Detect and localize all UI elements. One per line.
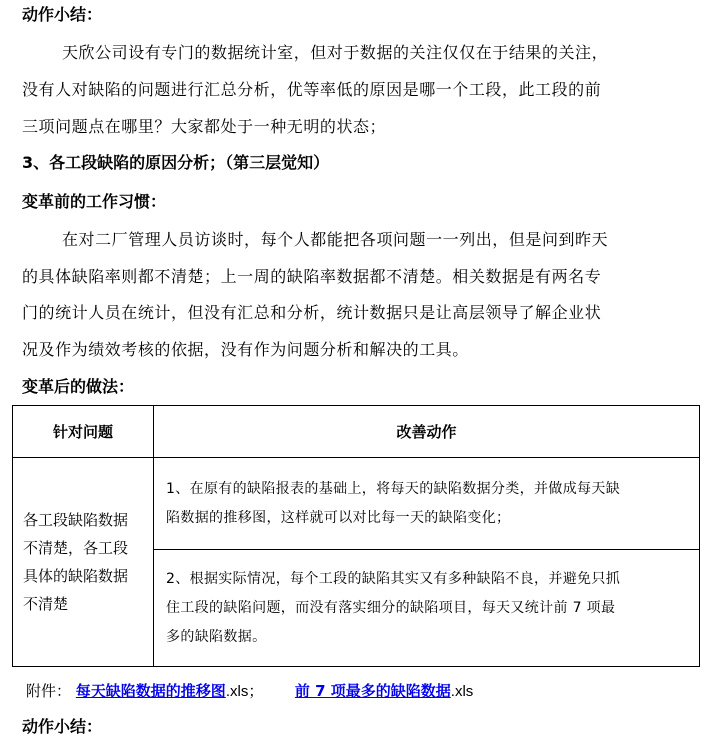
after-heading: 变革后的做法： [22, 377, 135, 396]
col-header-action: 改善动作 [154, 406, 700, 458]
attachments-line [26, 680, 473, 703]
col-header-problem: 针对问题 [13, 406, 154, 458]
table-row [13, 458, 700, 550]
before-heading: 变革前的工作习惯： [22, 192, 167, 211]
attachment-2-extension: .xls [450, 683, 474, 700]
action-2-line-1: 2、根据实际情况，每个工段的缺陷其实又有多种缺陷不良，并避免只抓 [166, 570, 621, 587]
before-line-4: 况及作为绩效考核的依据，没有作为问题分析和解决的工具。 [22, 340, 469, 359]
problem-line: 具体的缺陷数据 [23, 567, 129, 585]
table-header-row [13, 406, 700, 458]
summary-heading-bottom: 动作小结： [22, 717, 103, 736]
summary-heading-top: 动作小结： [22, 5, 103, 24]
improvement-table [12, 405, 700, 667]
section-3-heading: 3、各工段缺陷的原因分析；（第三层觉知） [22, 153, 330, 172]
action-1-line-1: 1、在原有的缺陷报表的基础上，将每天的缺陷数据分类，并做成每天缺 [166, 480, 621, 497]
before-line-2: 的具体缺陷率则都不清楚；上一周的缺陷率数据都不清楚。相关数据是有两名专 [22, 267, 602, 286]
summary-paragraph-line-3: 三项问题点在哪里？大家都处于一种无明的状态； [22, 117, 387, 136]
before-line-1: 在对二厂管理人员访谈时，每个人都能把各项问题一一列出，但是问到昨天 [62, 230, 609, 249]
summary-paragraph-line-2: 没有人对缺陷的问题进行汇总分析，优等率低的原因是哪一个工段，此工段的前 [22, 80, 602, 99]
action-cell-1 [154, 458, 700, 550]
action-cell-2 [154, 550, 700, 667]
summary-paragraph-line-1: 天欣公司设有专门的数据统计室，但对于数据的关注仅仅在于结果的关注， [62, 43, 609, 62]
action-2-line-3: 多的缺陷数据。 [166, 628, 267, 645]
attachment-link-trend-chart[interactable]: 每天缺陷数据的推移图 [75, 682, 226, 700]
action-2-line-2: 住工段的缺陷问题，而没有落实细分的缺陷项目，每天又统计前 7 项最 [166, 599, 616, 616]
problem-line: 不清楚 [23, 595, 69, 613]
action-1-line-2: 陷数据的推移图，这样就可以对比每一天的缺陷变化； [166, 509, 511, 526]
attachments-label: 附件： [26, 682, 72, 700]
attachment-1-extension: .xls； [225, 683, 264, 700]
problem-cell [13, 458, 154, 667]
problem-line: 不清楚，各工段 [23, 539, 129, 557]
attachment-link-top7-defects[interactable]: 前 7 项最多的缺陷数据 [294, 682, 451, 700]
problem-line: 各工段缺陷数据 [23, 511, 129, 529]
before-line-3: 门的统计人员在统计，但没有汇总和分析，统计数据只是让高层领导了解企业状 [22, 303, 602, 322]
